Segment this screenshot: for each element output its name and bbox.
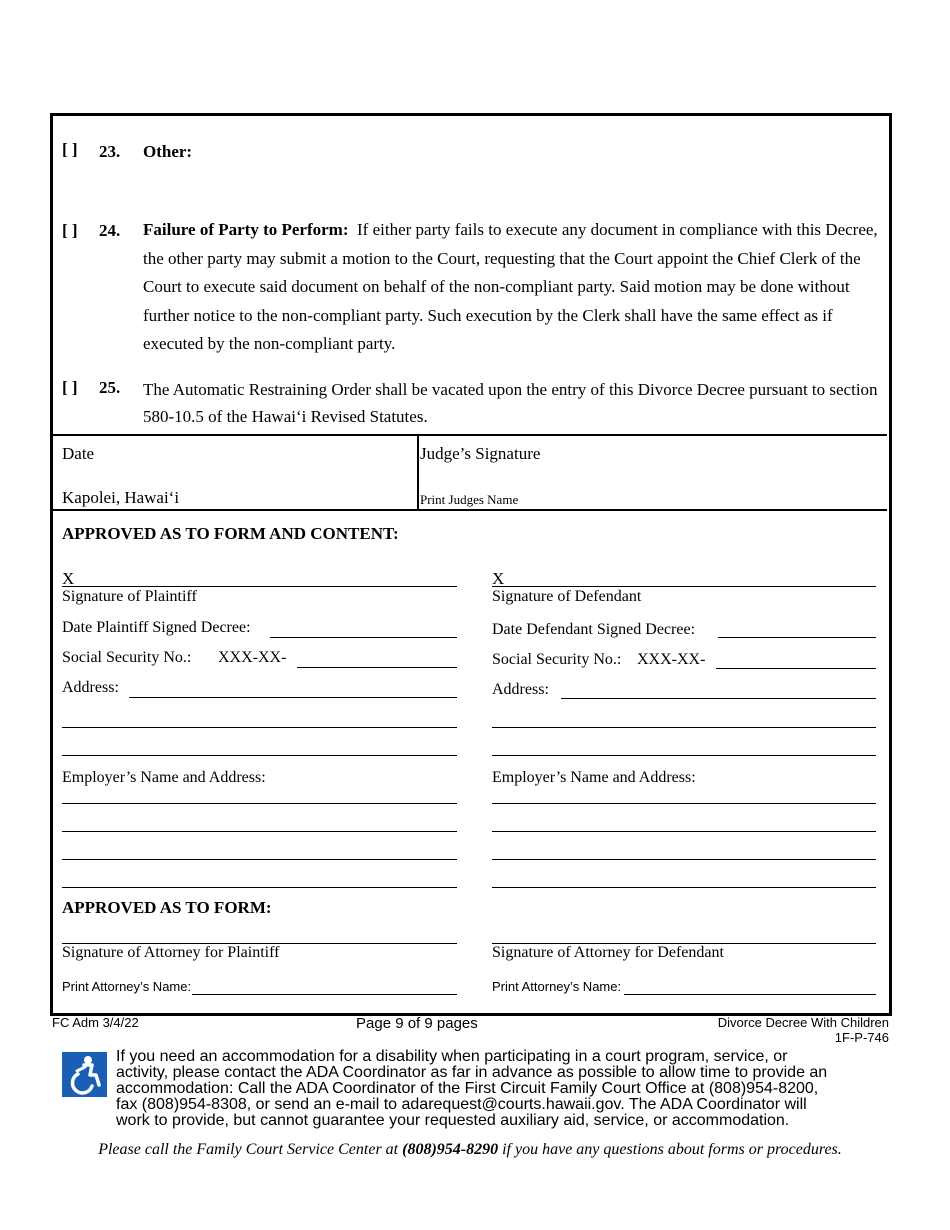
defendant-ssn-field[interactable] [716, 668, 876, 669]
ada-line: accommodation: Call the ADA Coordinator of the First Circuit Family Court Office at (808)954-8200, [116, 1080, 819, 1097]
plaintiff-ssn-prefix: XXX-XX- [218, 649, 287, 666]
wheelchair-icon [62, 1052, 107, 1097]
item-24-number: 24. [99, 221, 121, 240]
plaintiff-address-line-3[interactable] [62, 755, 457, 756]
service-center-text-before: Please call the Family Court Service Center at [98, 1141, 403, 1158]
form-admin-code: FC Adm 3/4/22 [52, 1015, 139, 1030]
plaintiff-address-line-2[interactable] [62, 727, 457, 728]
plaintiff-print-attorney-field[interactable] [192, 994, 457, 995]
plaintiff-employer-line-2[interactable] [62, 831, 457, 832]
item-24-checkbox[interactable]: [ ] [62, 221, 78, 240]
page-number: Page 9 of 9 pages [356, 1015, 478, 1032]
item-25-checkbox[interactable]: [ ] [62, 378, 78, 397]
plaintiff-ssn-label: Social Security No.: [62, 649, 192, 666]
defendant-employer-label: Employer’s Name and Address: [492, 769, 696, 786]
ada-line: If you need an accommodation for a disability when participating in a court program, service, or [116, 1048, 788, 1065]
plaintiff-date-label: Date Plaintiff Signed Decree: [62, 619, 251, 636]
approved-form-heading: APPROVED AS TO FORM: [62, 898, 272, 917]
defendant-x-mark: X [492, 569, 505, 588]
ada-line: activity, please contact the ADA Coordinator as far in advance as possible to allow time to provide an [116, 1064, 828, 1081]
defendant-employer-line-3[interactable] [492, 859, 876, 860]
item-24-heading: Failure of Party to Perform: [143, 220, 349, 239]
judge-location: Kapolei, Hawai‘i [62, 488, 180, 507]
ada-notice [116, 1049, 827, 1129]
judge-block-divider [417, 435, 419, 510]
plaintiff-employer-line-3[interactable] [62, 859, 457, 860]
plaintiff-signature-line[interactable] [62, 586, 457, 587]
defendant-address-label: Address: [492, 681, 549, 698]
accessibility-icon [62, 1052, 107, 1097]
plaintiff-x-mark: X [62, 569, 75, 588]
plaintiff-employer-label: Employer’s Name and Address: [62, 769, 266, 786]
defendant-employer-line-1[interactable] [492, 803, 876, 804]
item-24-text: If either party fails to execute any document in compliance with this Decree, the other party may submit a motion to the Court, requesting that the Court appoint the Chief Clerk of the Court to execute said document on behalf of the non-compliant party. Said motion may be done without further notice to the non-compliant party. Such execution by the Clerk shall have the same effect as if executed by the non-compliant party. [143, 220, 878, 353]
defendant-address-field[interactable] [561, 698, 876, 699]
defendant-date-field[interactable] [718, 637, 876, 638]
approved-content-heading: APPROVED AS TO FORM AND CONTENT: [62, 524, 399, 543]
plaintiff-signature-label: Signature of Plaintiff [62, 588, 197, 605]
defendant-print-attorney-label: Print Attorney’s Name: [492, 979, 622, 994]
item-23-heading: Other: [143, 142, 193, 161]
defendant-signature-line[interactable] [492, 586, 876, 587]
plaintiff-address-field[interactable] [129, 697, 457, 698]
plaintiff-ssn-field[interactable] [297, 667, 457, 668]
plaintiff-date-field[interactable] [270, 637, 457, 638]
plaintiff-print-attorney-label: Print Attorney’s Name: [62, 979, 192, 994]
print-judge-name-label: Print Judges Name [420, 492, 519, 507]
judge-date-label: Date [62, 444, 95, 463]
item-24-paragraph [143, 216, 878, 359]
defendant-attorney-signature-label: Signature of Attorney for Defendant [492, 944, 724, 961]
ada-line: work to provide, but cannot guarantee your requested auxiliary aid, service, or accommodation. [116, 1112, 790, 1129]
defendant-date-label: Date Defendant Signed Decree: [492, 621, 696, 638]
defendant-print-attorney-field[interactable] [624, 994, 876, 995]
ada-line: fax (808)954-8308, or send an e-mail to adarequest@courts.hawaii.gov. The ADA Coordinator will [116, 1096, 807, 1113]
plaintiff-address-label: Address: [62, 679, 119, 696]
item-23-checkbox[interactable]: [ ] [62, 140, 78, 159]
service-center-text-after: if you have any questions about forms or procedures. [498, 1141, 842, 1158]
document-title: Divorce Decree With Children [717, 1015, 889, 1030]
defendant-ssn-prefix: XXX-XX- [637, 651, 706, 668]
plaintiff-employer-line-4[interactable] [62, 887, 457, 888]
defendant-signature-label: Signature of Defendant [492, 588, 642, 605]
judge-signature-label: Judge’s Signature [420, 444, 541, 463]
item-25-number: 25. [99, 378, 121, 397]
item-23-number: 23. [99, 142, 121, 161]
item-25-text: The Automatic Restraining Order shall be vacated upon the entry of this Divorce Decree pursuant to section 580-10.5 of the Hawai‘i Revised Statutes. [143, 380, 878, 426]
judge-block-top-rule [51, 434, 887, 436]
defendant-address-line-2[interactable] [492, 727, 876, 728]
service-center-phone[interactable]: (808)954-8290 [402, 1141, 499, 1158]
form-number: 1F-P-746 [834, 1030, 889, 1045]
defendant-address-line-3[interactable] [492, 755, 876, 756]
defendant-employer-line-2[interactable] [492, 831, 876, 832]
judge-block-bottom-rule [51, 509, 887, 511]
plaintiff-attorney-signature-label: Signature of Attorney for Plaintiff [62, 944, 280, 961]
service-center-note [0, 1141, 940, 1159]
defendant-ssn-label: Social Security No.: [492, 651, 622, 668]
plaintiff-employer-line-1[interactable] [62, 803, 457, 804]
defendant-employer-line-4[interactable] [492, 887, 876, 888]
